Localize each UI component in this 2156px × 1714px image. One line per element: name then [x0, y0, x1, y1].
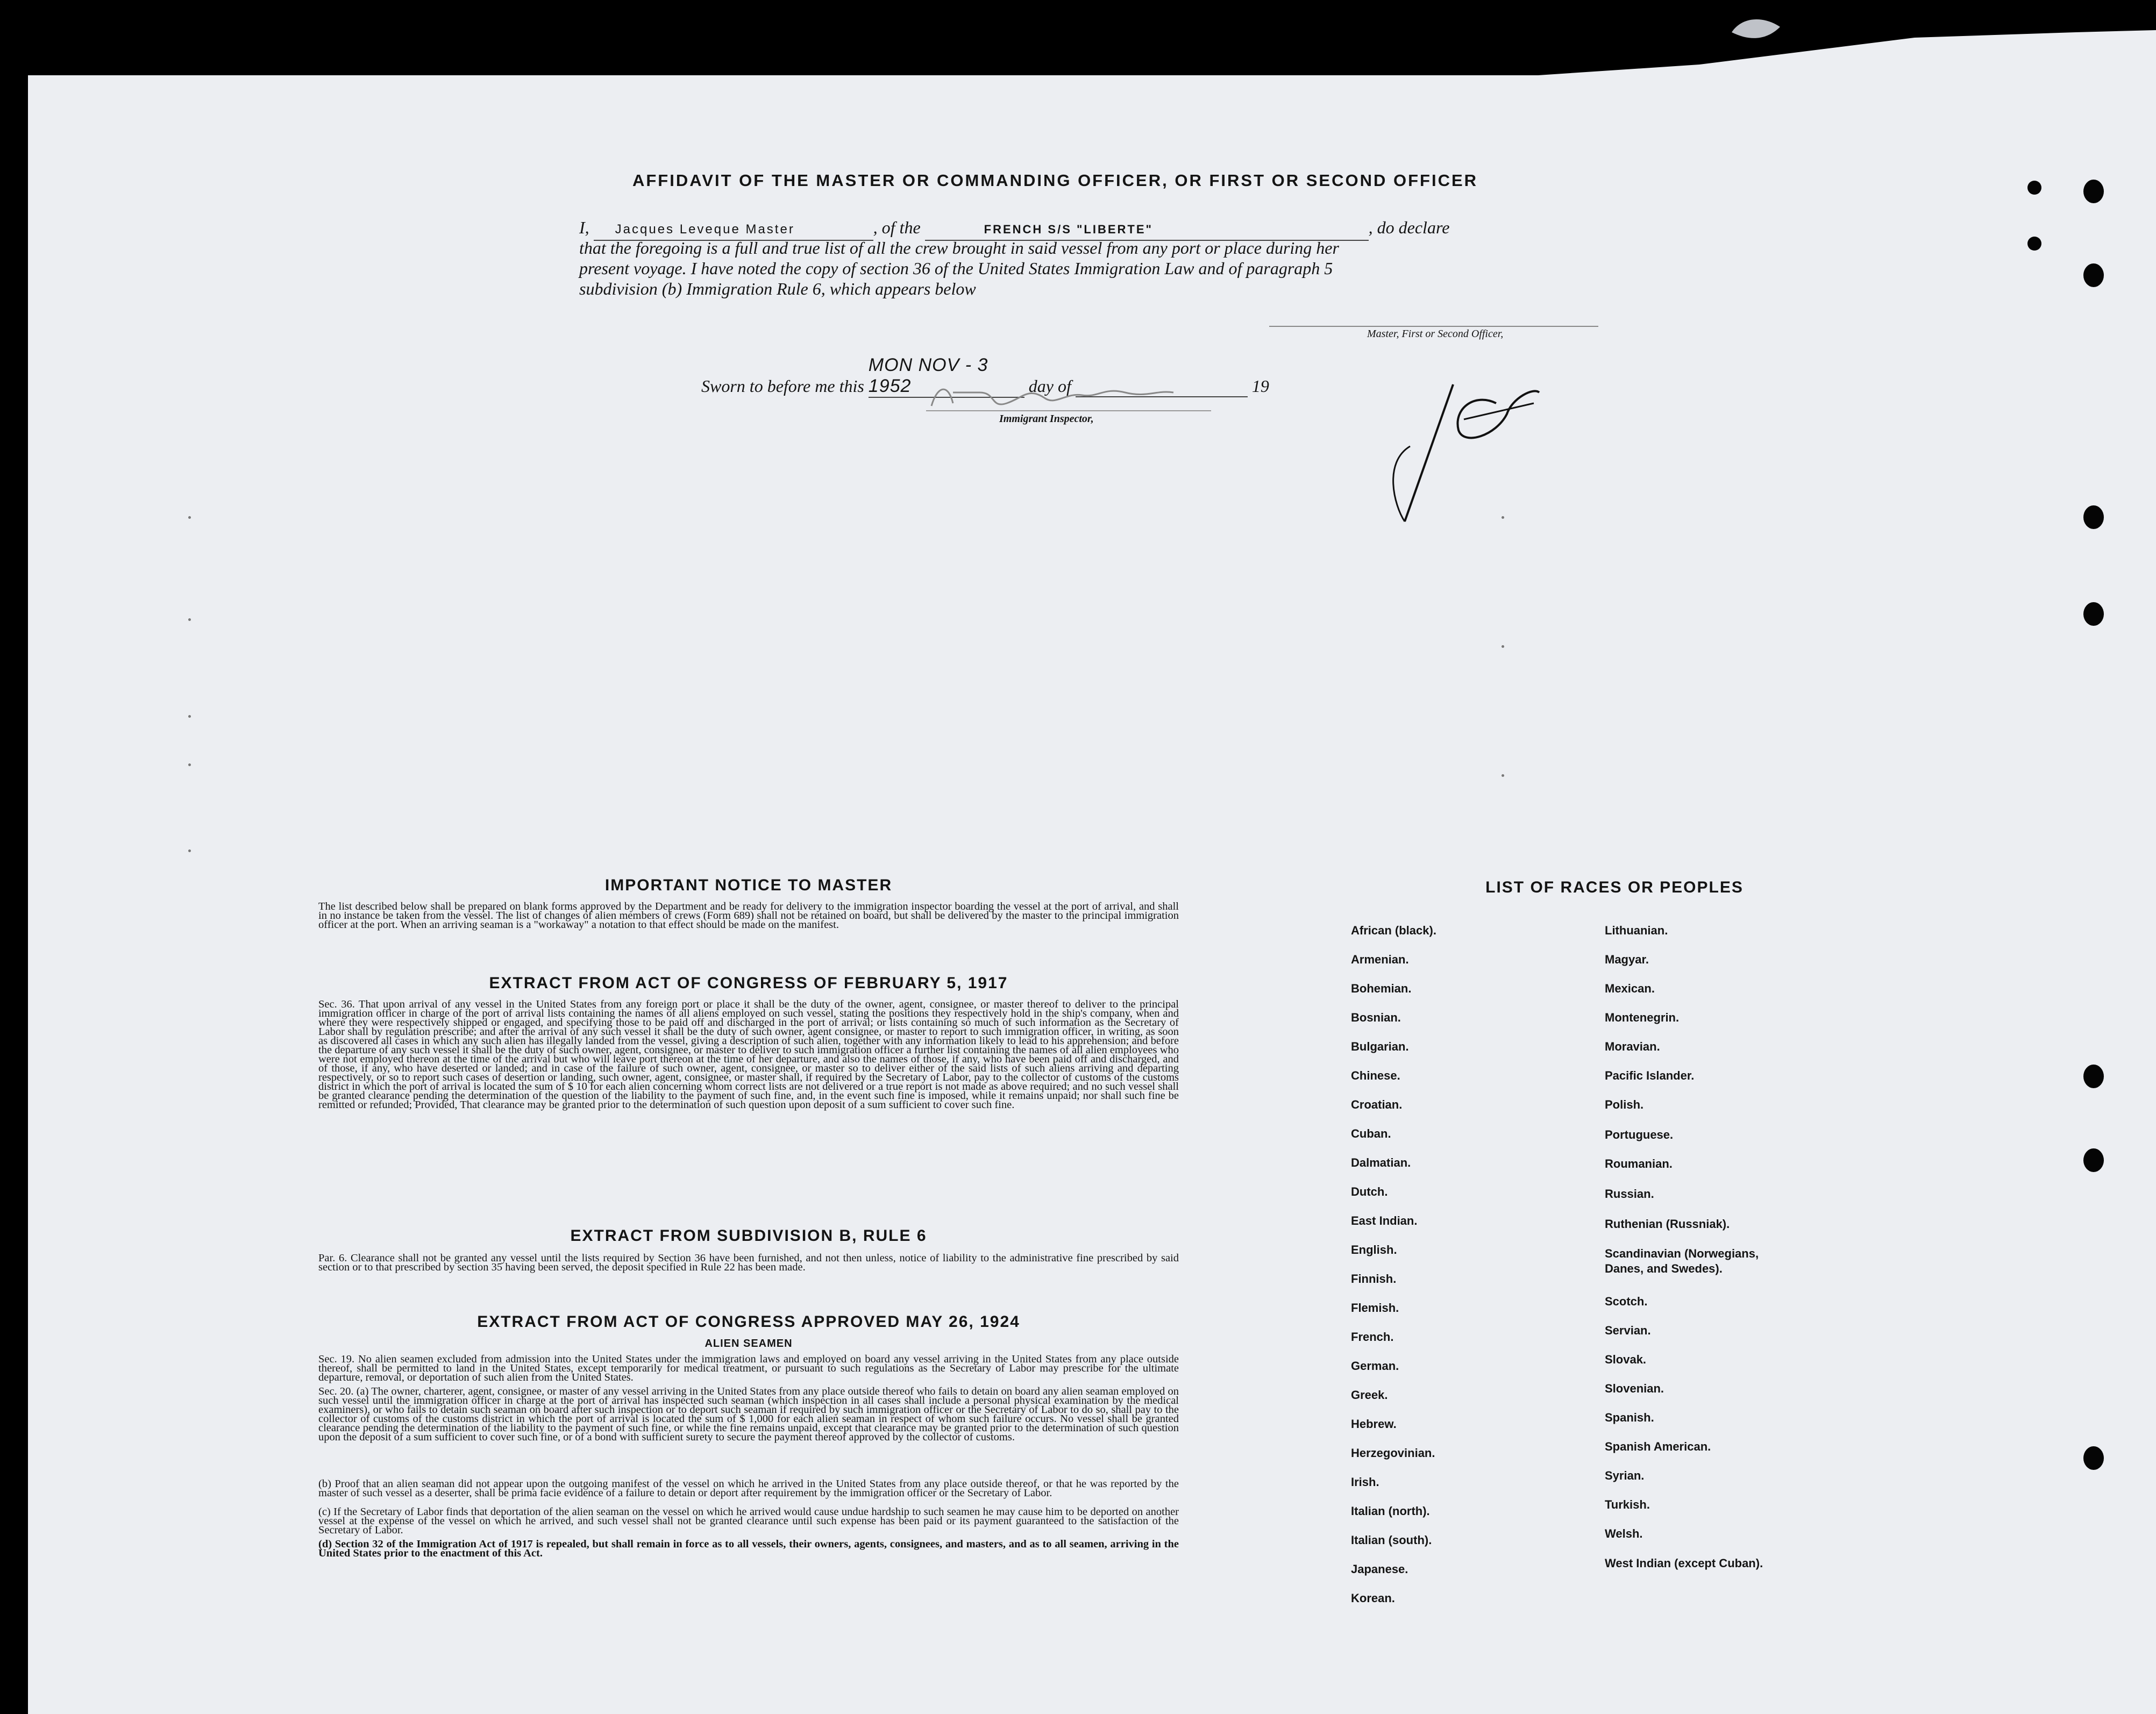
bleed-through-text — [351, 134, 360, 161]
races-left-column — [1351, 924, 1588, 1687]
race-item: Polish. — [1605, 1098, 1644, 1111]
race-item: Herzegovinian. — [1351, 1446, 1435, 1460]
race-item: Turkish. — [1605, 1498, 1650, 1511]
sworn-prefix: Sworn to before me this — [701, 376, 864, 396]
vessel-name: FRENCH S/S "LIBERTE" — [925, 219, 1369, 241]
extract-1924-sec20a: Sec. 20. (a) The owner, charterer, agent, consignee, or master of any vessel arriving in the United States from any place outside thereof who fails to detain on board any alien seaman employed on such vessel until the immigration officer in charge at the port of arrival has inspected such seaman (which inspection in all cases shall include a personal physical examination by the medical examiners), or who fails to detain such seaman on board after such inspection or to deport such seaman if required by such immigration officer or the Secretary of Labor to do so, shall pay to the collector of customs of the customs district in which the port of arrival is located the sum of $ 1,000 for each alien seaman in respect of whom such failure occurs. No vessel shall be granted clearance pending the determination of the liability to the payment of such fine, or while the fine remains unpaid, except that clearance may be granted prior to the determination of such question upon the deposit of a sum sufficient to cover such fine, or of a bond with sufficient surety to secure the payment thereof approved by the collector of customs. — [318, 1386, 1179, 1443]
master-signature — [1372, 328, 1545, 532]
race-item: Syrian. — [1605, 1469, 1645, 1482]
race-item: Pacific Islander. — [1605, 1069, 1695, 1082]
races-right-column — [1605, 924, 1809, 1687]
race-item: Welsh. — [1605, 1527, 1643, 1540]
extract-1917-title: EXTRACT FROM ACT OF CONGRESS OF FEBRUARY 5, 1917 — [489, 974, 1008, 992]
punch-hole-small — [2027, 181, 2041, 195]
signature-caption: Master, First or Second Officer, — [1367, 328, 1504, 340]
race-item: Servian. — [1605, 1324, 1651, 1337]
affidavit-line-2: that the foregoing is a full and true list of all the crew brought in said vessel from any port or place during her — [579, 238, 1339, 258]
race-item: Roumanian. — [1605, 1157, 1673, 1170]
punch-hole — [2083, 1446, 2104, 1470]
extract-1924-sec20b: (b) Proof that an alien seaman did not appear upon the outgoing manifest of the vessel on which he arrived in the United States from any place outside thereof, or that he was reported by the master of such vessel as a deserter, shall be prima facie evidence of a failure to detain or deport after requirement by the immigration officer or the Secretary of Labor. — [318, 1478, 1179, 1499]
punch-hole — [2083, 1065, 2104, 1088]
notice-title: IMPORTANT NOTICE TO MASTER — [604, 876, 893, 894]
race-item: Mexican. — [1605, 982, 1655, 995]
race-item: Japanese. — [1351, 1562, 1408, 1576]
affidavit-line-3: present voyage. I have noted the copy of section 36 of the United States Immigration Law and of paragraph 5 — [579, 259, 1333, 278]
race-item: Bulgarian. — [1351, 1040, 1409, 1053]
punch-hole — [2083, 505, 2104, 529]
race-item: East Indian. — [1351, 1214, 1418, 1227]
race-item: African (black). — [1351, 924, 1436, 937]
race-item: French. — [1351, 1330, 1394, 1344]
affidavit-title: AFFIDAVIT OF THE MASTER OR COMMANDING OFFICER, OR FIRST OR SECOND OFFICER — [632, 171, 1478, 190]
signature-line — [1269, 326, 1598, 327]
race-item: Irish. — [1351, 1475, 1379, 1489]
race-item: Slovenian. — [1605, 1382, 1664, 1395]
races-title: LIST OF RACES OR PEOPLES — [1485, 879, 1744, 896]
extract-1924-subtitle: ALIEN SEAMEN — [705, 1338, 793, 1349]
punch-hole — [2083, 180, 2104, 203]
punch-hole — [2083, 602, 2104, 626]
race-item: Finnish. — [1351, 1272, 1397, 1286]
extract-1924-sec19: Sec. 19. No alien seamen excluded from admission into the United States under the immigration laws and employed on board any vessel arriving in the United States from any place outside thereof, shall be permitted to land in the United States, except temporarily for medical treatment, or pursuant to such regulations as the Secretary of Labor may prescribe for the ultimate departure, removal, or deportation of such alien from the United States. — [318, 1353, 1179, 1383]
affidavit-line1-suffix: , do declare — [1368, 218, 1450, 237]
race-item: Flemish. — [1351, 1301, 1399, 1315]
affidavit-line1-mid: , of the — [873, 218, 921, 237]
race-item: Magyar. — [1605, 953, 1649, 966]
race-item: Ruthenian (Russniak). — [1605, 1217, 1730, 1231]
race-item: Bosnian. — [1351, 1011, 1401, 1024]
race-item: Spanish American. — [1605, 1440, 1711, 1453]
inspector-caption: Immigrant Inspector, — [999, 413, 1094, 425]
race-item: Slovak. — [1605, 1353, 1647, 1366]
extract-1924-sec20c: (c) If the Secretary of Labor finds that deportation of the alien seaman on the vessel on which he arrived would cause undue hardship to such seamen he may cause him to be deported on another vessel at the expense of the vessel on which he arrived, and such vessel shall not be granted clearance until such expense has been paid or its payment guaranteed to the satisfaction of the Secretary of Labor. — [318, 1506, 1179, 1536]
extract-1917-text: Sec. 36. That upon arrival of any vessel in the United States from any foreign port or place it shall be the duty of the owner, agent, consignee, or master thereof to deliver to the principal immigration officer in charge of the port of arrival lists containing the names of all aliens employed on such vessel, stating the positions they respectively hold in the ship's company, when and where they were respectively shipped or engaged, and specifying those to be paid off and discharged in the port of arrival; or lists containing so much of such information as the Secretary of Labor shall by regulation prescribe; and after the arrival of any such vessel it shall be the duty of such owner, agent consignee, or master to report to such immigration officer, in writing, as soon as discovered all cases in which any such alien has illegally landed from the vessel, giving a description of such alien, together with any information likely to lead to his apprehension; and before the departure of any such vessel it shall be the duty of such owner, agent, consignee, or master to deliver to such immigration officer a further list containing the names of all alien employees who were not employed thereon at the time of the arrival but who will leave port thereon at the time of her departure, and also the names of those, if any, who have been paid off and discharged, and of those, if any, who have deserted or landed; and in case of the failure of such owner, agent, consignee, or master so to deliver either of the said lists of such aliens arriving and departing respectively, or so to report such cases of desertion or landing, such owner, agent, consignee, or master shall, if required by the Secretary of Labor, pay to the collector of customs of the customs district in which the port of arrival is located the sum of $ 10 for each alien concerning whom correct lists are not delivered or a true report is not made as above required; and no such vessel shall be granted clearance pending the determination of the question of the liability to the payment of such fine, and, in the event such fine is imposed, while it remains unpaid; nor shall such fine be remitted or refunded; Provided, That clearance may be granted prior to the determination of such question upon deposit of a sum sufficient to cover such fine. — [318, 998, 1179, 1111]
race-item: Scotch. — [1605, 1295, 1648, 1308]
punch-hole-small — [2027, 237, 2041, 251]
master-name: Jacques Leveque Master — [594, 219, 873, 241]
notice-text: The list described below shall be prepared on blank forms approved by the Department and be ready for delivery to the immigration inspector boarding the vessel at the port of arrival, and shall in no instance be taken from the vessel. The list of changes of alien members of crews (Form 689) shall not be retained on board, but shall be delivered by the master to the principal immigration officer at the port. When an arriving seaman is a "workaway" a notation to that effect should be made on the manifest. — [318, 901, 1179, 931]
race-item: Korean. — [1351, 1591, 1395, 1605]
extract-1924-sec20d: (d) Section 32 of the Immigration Act of 1917 is repealed, but shall remain in force as to all vessels, their owners, agents, consignees, and masters, and as to all seamen, arriving in the United States prior to the enactment of this Act. — [318, 1538, 1179, 1559]
date-stamp: MON NOV - 3 1952 — [869, 355, 1024, 398]
race-item: Russian. — [1605, 1187, 1654, 1201]
race-item: Greek. — [1351, 1388, 1388, 1402]
race-item: Portuguese. — [1605, 1128, 1674, 1141]
race-item: Italian (north). — [1351, 1504, 1430, 1518]
race-item: Scandinavian (Norwegians, Danes, and Swedes). — [1605, 1247, 1759, 1275]
affidavit-line1-prefix: I, — [579, 218, 589, 237]
race-item: Moravian. — [1605, 1040, 1660, 1053]
extract-rule6-title: EXTRACT FROM SUBDIVISION B, RULE 6 — [570, 1227, 927, 1245]
race-item: Montenegrin. — [1605, 1011, 1680, 1024]
race-item: Hebrew. — [1351, 1417, 1397, 1431]
race-item: Dalmatian. — [1351, 1156, 1411, 1169]
race-item: Italian (south). — [1351, 1533, 1432, 1547]
race-item: Dutch. — [1351, 1185, 1388, 1198]
race-item: Lithuanian. — [1605, 924, 1668, 937]
race-item: Croatian. — [1351, 1098, 1403, 1111]
extract-rule6-text: Par. 6. Clearance shall not be granted any vessel until the lists required by Section 36 have been furnished, and not then unless, notice of liability to the administrative fine prescribed by said section or to that prescribed by section 35 having been served, the deposit specified in Rule 22 has been made. — [318, 1252, 1179, 1273]
punch-hole — [2083, 1148, 2104, 1172]
race-item: West Indian (except Cuban). — [1605, 1556, 1763, 1570]
sworn-mid: day of — [1028, 376, 1071, 396]
race-item: Armenian. — [1351, 953, 1409, 966]
race-item: Spanish. — [1605, 1411, 1654, 1424]
document-page — [28, 75, 2156, 1714]
race-item: Cuban. — [1351, 1127, 1391, 1140]
race-item: German. — [1351, 1359, 1399, 1373]
race-item: English. — [1351, 1243, 1397, 1256]
affidavit-line-4: subdivision (b) Immigration Rule 6, which appears below — [579, 279, 976, 298]
race-item: Bohemian. — [1351, 982, 1412, 995]
extract-1924-title: EXTRACT FROM ACT OF CONGRESS APPROVED MAY 26, 1924 — [477, 1313, 1020, 1331]
year-prefix: 19 — [1251, 376, 1269, 396]
race-item: Chinese. — [1351, 1069, 1400, 1082]
torn-corner — [1538, 0, 2156, 81]
punch-hole — [2083, 263, 2104, 287]
